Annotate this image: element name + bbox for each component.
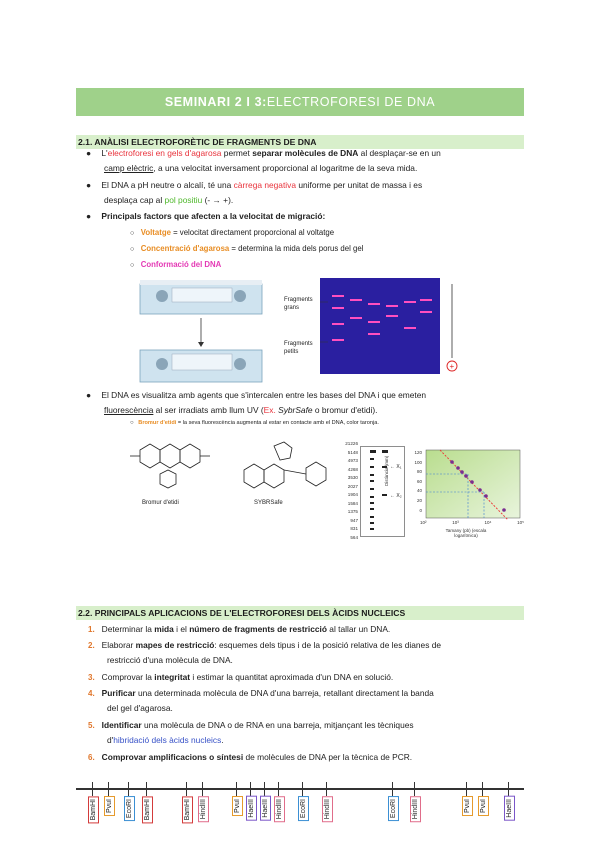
restriction-site-tick <box>466 782 467 796</box>
plot-xticks <box>420 520 524 525</box>
bullet-4: ● El DNA es visualitza amb agents que s'intercalen entre les bases del DNA i que emeten <box>86 390 427 400</box>
restriction-site-tag: BamHI <box>88 796 99 823</box>
list-item-5: 5. Identificar una molècula de DNA o de RNA en una barreja, mitjançant les tècniques <box>88 720 414 730</box>
svg-text:← X₁: ← X₁ <box>390 464 402 470</box>
list-item-6: 6. Comprovar amplificacions o síntesi de molècules de DNA per la tècnica de PCR. <box>88 752 413 762</box>
list-item-3: 3. Comprovar la integritat i estimar la quantitat aproximada d'un DNA en solució. <box>88 672 394 682</box>
restriction-site-tick <box>92 782 93 796</box>
list-item-4-line2: del gel d'agarosa. <box>107 703 173 713</box>
sub-bullet-concentracio: ○ Concentració d'agarosa = determina la mida dels porus del gel <box>130 244 364 253</box>
plot-xtick: 10² <box>420 520 427 525</box>
plot-xtick: 10⁴ <box>484 520 492 525</box>
list-item-4: 4. Purificar una determinada molècula de DNA d'una barreja, retallant directament la banda <box>88 688 434 698</box>
ladder-value: 21226 <box>345 441 358 446</box>
bullet-1: ● L'electroforesi en gels d'agarosa permet separar molècules de DNA al desplaçar-se en un <box>86 148 441 158</box>
sub-bullet-conformacio: ○ Conformació del DNA <box>130 260 222 269</box>
restriction-site-tag: PvuI <box>232 796 243 816</box>
bullet-2: ● El DNA a pH neutre o alcalí, té una càrrega negativa uniforme per unitat de massa i es <box>86 180 423 190</box>
plot-ylabel: Distància (mm) <box>384 455 389 486</box>
restriction-site-tag: HindIII <box>410 796 421 822</box>
restriction-site-tag: EcoRI <box>124 796 135 821</box>
restriction-site-tick <box>508 782 509 796</box>
list-item-1: 1. Determinar la mida i el número de fragments de restricció al tallar un DNA. <box>88 624 391 634</box>
plot-ytick: 120 <box>414 450 422 455</box>
restriction-site-tag: PvuI <box>462 796 473 816</box>
restriction-site-tick <box>146 782 147 796</box>
restriction-site-tag: HaeIII <box>504 796 515 821</box>
restriction-site-tick <box>414 782 415 796</box>
section-heading-2: 2.2. PRINCIPALS APLICACIONS DE L'ELECTROFORESI DELS ÀCIDS NUCLEICS <box>76 606 524 620</box>
bullet-dot: ● <box>86 148 92 158</box>
ladder-value: 1375 <box>347 509 358 514</box>
plot-xlabel: Tamany (pb) (escala logarítmica) <box>445 528 487 538</box>
ladder-value: 947 <box>350 517 358 523</box>
gel-photo <box>320 278 470 374</box>
ladder-value: 1584 <box>347 500 358 506</box>
gel-label-small: Fragments petits <box>284 341 313 355</box>
ladder-value: 831 <box>350 526 358 531</box>
mol1-label: Bromur d'etidi <box>142 500 179 506</box>
restriction-site-tick <box>278 782 279 796</box>
bullet-3: ● Principals factors que afecten a la velocitat de migració: <box>86 211 326 221</box>
page-title: SEMINARI 2 I 3: ELECTROFORESI DE DNA <box>76 88 524 116</box>
ladder-value: 2027 <box>347 483 358 489</box>
restriction-site-tag: BamHI <box>182 796 193 823</box>
gel-label-large: Fragments grans <box>284 297 313 311</box>
ladder-value: 4268 <box>347 466 358 472</box>
svg-text:+: + <box>449 362 455 371</box>
ladder-value: 4973 <box>347 458 358 463</box>
plot-xtick: 10³ <box>452 520 459 525</box>
restriction-site-tick <box>264 782 265 796</box>
sybrsafe-structure <box>234 440 344 500</box>
restriction-map-ticks <box>76 782 524 796</box>
plot-ytick: 60 <box>416 478 422 484</box>
restriction-site-tick <box>202 782 203 796</box>
plot-ytick: 40 <box>416 488 422 494</box>
sub-bullet-voltatge: ○ Voltatge = velocitat directament proporcional al voltatge <box>130 228 335 237</box>
plot-xtick: 10⁵ <box>517 520 524 525</box>
restriction-site-tag: HaeIII <box>246 796 257 821</box>
bullet-4-line2: fluorescència al ser irradiats amb llum UV (Ex. SybrSafe o bromur d'etidi). <box>104 405 378 415</box>
restriction-site-tick <box>326 782 327 796</box>
electrophoresis-apparatus-diagram <box>138 278 266 386</box>
plot-ytick: 100 <box>414 459 422 465</box>
ethidium-bromide-structure <box>110 436 230 500</box>
restriction-site-tag: PvuI <box>478 796 489 816</box>
plot-yticks <box>392 448 422 515</box>
mol2-label: SYBRSafe <box>254 500 283 506</box>
restriction-site-tag: HindIII <box>274 796 285 822</box>
ladder-value: 3530 <box>347 475 358 480</box>
bullet-1-line2: camp elèctric, a una velocitat inversament proporcional al logaritme de la seva mida. <box>104 163 418 173</box>
ladder-value: 1904 <box>347 492 358 497</box>
list-item-2-line2: restricció d'una molècula de DNA. <box>107 655 233 665</box>
restriction-site-tag: PvuI <box>104 796 115 816</box>
restriction-site-tag: EcoRI <box>298 796 309 821</box>
restriction-site-tick <box>392 782 393 796</box>
restriction-site-tag: BamHI <box>142 796 153 823</box>
plot-ytick: 80 <box>416 469 422 475</box>
ladder-value: 5148 <box>347 449 358 455</box>
restriction-site-tag: HaeIII <box>260 796 271 821</box>
restriction-site-tick <box>128 782 129 796</box>
restriction-site-tag: EcoRI <box>388 796 399 821</box>
bullet-2-line2: desplaça cap al pol positiu (- → +). <box>104 195 234 205</box>
restriction-site-tick <box>302 782 303 796</box>
plot-ytick: 20 <box>416 497 422 503</box>
ladder-values <box>334 440 358 542</box>
restriction-site-tick <box>108 782 109 796</box>
svg-text:← X₂: ← X₂ <box>390 493 402 499</box>
restriction-site-tick <box>250 782 251 796</box>
restriction-site-tag: HindIII <box>322 796 333 822</box>
restriction-site-tick <box>482 782 483 796</box>
restriction-site-tag: HindIII <box>198 796 209 822</box>
ladder-value: 564 <box>350 534 358 540</box>
list-item-2: 2. Elaborar mapes de restricció: esquemes dels tipus i de la posició relativa de les dianes de <box>88 640 442 650</box>
section-heading-1: 2.1. ANÀLISI ELECTROFORÈTIC DE FRAGMENTS DE DNA <box>76 135 524 149</box>
restriction-site-tick <box>186 782 187 796</box>
sub-bullet-bromur: ○ Bromur d'etidi = la seva fluorescència augmenta al estar en contacte amb el DNA, color taronja. <box>130 420 379 426</box>
plot-ytick: 0 <box>419 507 422 513</box>
restriction-site-tick <box>236 782 237 796</box>
list-item-5-line2: d'hibridació dels àcids nucleics. <box>107 735 224 745</box>
